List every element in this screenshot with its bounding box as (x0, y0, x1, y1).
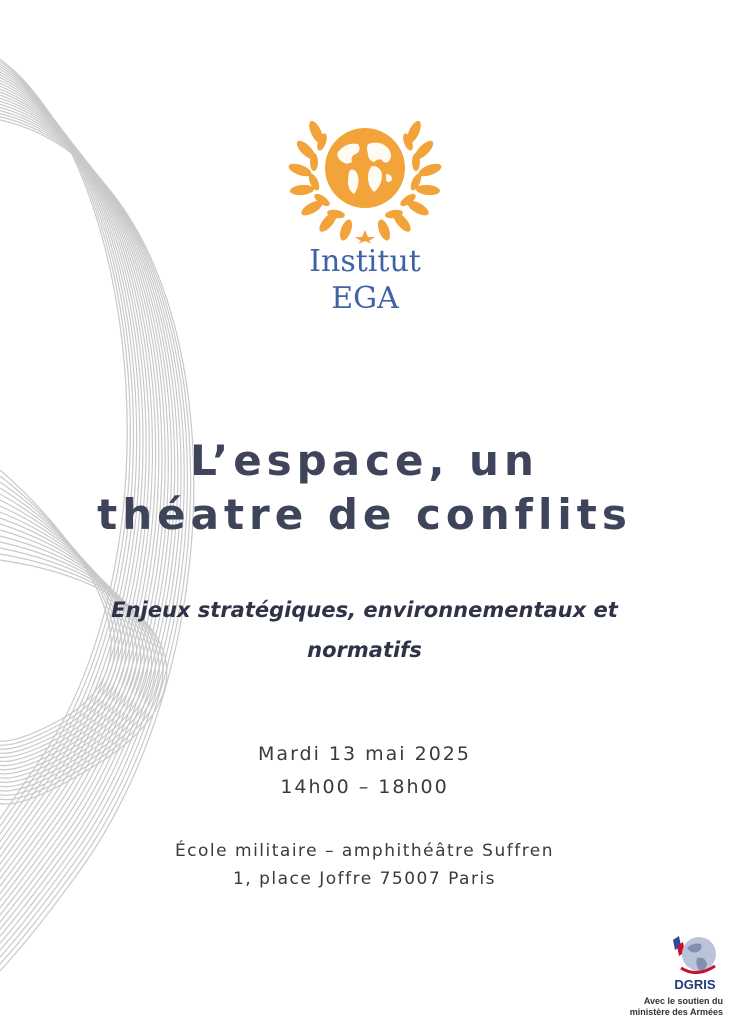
laurel-globe-icon (286, 112, 444, 244)
logo-name-line2: EGA (331, 281, 399, 316)
event-date: Mardi 13 mai 2025 (258, 743, 471, 765)
logo-name-line1: Institut (309, 244, 421, 279)
event-address: 1, place Joffre 75007 Paris (232, 869, 497, 889)
sponsor-caption-line1: Avec le soutien du (643, 996, 723, 1006)
event-venue: École militaire – amphithéâtre Suffren (174, 841, 555, 861)
subtitle-line2: normatifs (307, 638, 422, 662)
sponsor-name: DGRIS (674, 977, 716, 992)
title-line2: théatre de conflits (97, 490, 632, 539)
subtitle-line1: Enjeux stratégiques, environnementaux et (111, 598, 618, 622)
dgris-globe-icon (667, 932, 721, 978)
sponsor-caption (613, 996, 723, 1018)
dgris-sponsor-logo (617, 932, 727, 1022)
event-time: 14h00 – 18h00 (280, 776, 449, 798)
institut-ega-logo (282, 112, 448, 322)
title-line1: L’espace, un (190, 436, 539, 485)
sponsor-caption-line2: ministère des Armées (629, 1007, 723, 1017)
